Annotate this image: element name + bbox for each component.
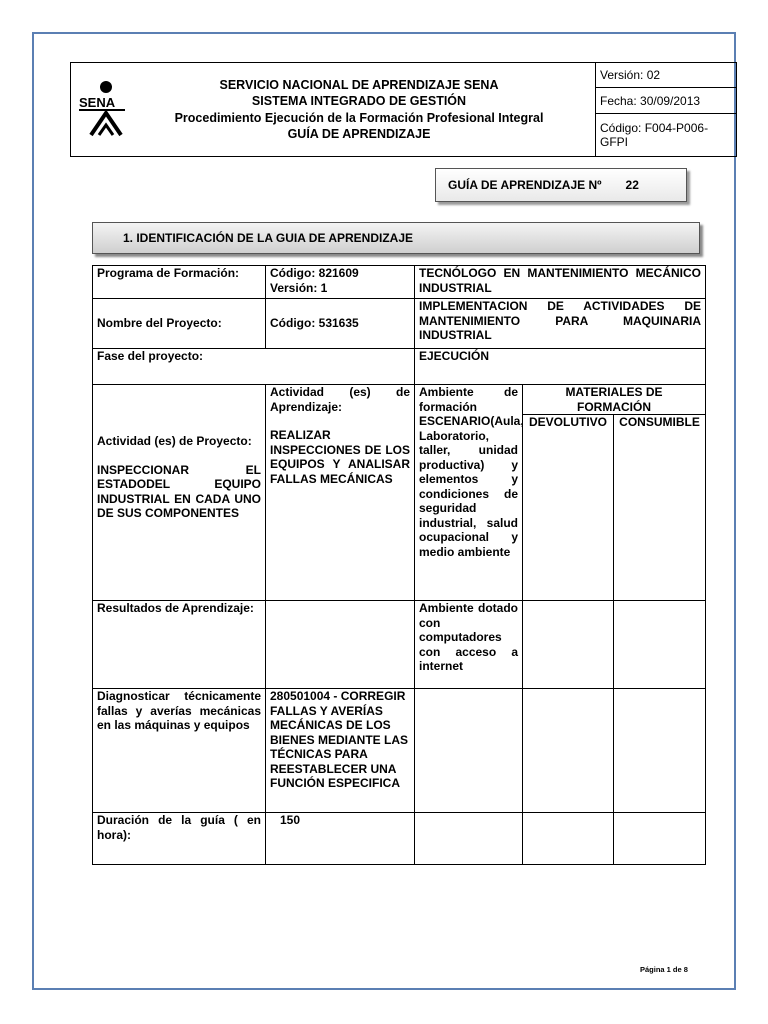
date: Fecha: 30/09/2013 bbox=[596, 88, 737, 114]
svg-text:SENA: SENA bbox=[79, 95, 116, 110]
sena-logo-icon bbox=[77, 73, 135, 139]
devolutivo-header: DEVOLUTIVO bbox=[523, 415, 614, 601]
project-label: Nombre del Proyecto: bbox=[93, 299, 266, 349]
table-row bbox=[93, 689, 706, 813]
version: Versión: 02 bbox=[596, 63, 737, 88]
program-label: Programa de Formación: bbox=[93, 266, 266, 299]
program-code: Código: 821609 bbox=[270, 266, 359, 280]
table-row bbox=[93, 813, 706, 865]
learning-activity-value: REALIZAR INSPECCIONES DE LOS EQUIPOS Y ANALISAR FALLAS MECÁNICAS bbox=[270, 428, 410, 486]
program-name: TECNÓLOGO EN MANTENIMIENTO MECÁNICO INDUSTRIAL bbox=[415, 266, 706, 299]
duration-label: Duración de la guía ( en hora): bbox=[93, 813, 266, 865]
table-row bbox=[93, 349, 706, 385]
table-row bbox=[93, 299, 706, 349]
project-name: IMPLEMENTACION DE ACTIVIDADES DE MANTENIMIENTO PARA MAQUINARIA INDUSTRIAL bbox=[415, 299, 706, 349]
identification-table bbox=[92, 265, 706, 865]
environment-value: Ambiente dotado con computadores con acceso a internet bbox=[415, 601, 523, 689]
results-label: Resultados de Aprendizaje: bbox=[93, 601, 266, 689]
consumible-header: CONSUMIBLE bbox=[614, 415, 706, 601]
competence-label: Diagnosticar técnicamente fallas y averías mecánicas en las máquinas y equipos bbox=[93, 689, 266, 813]
procedure-name: Procedimiento Ejecución de la Formación Profesional Integral bbox=[174, 110, 544, 125]
section-heading: 1. IDENTIFICACIÓN DE LA GUIA DE APRENDIZAJE bbox=[92, 222, 700, 254]
document-header bbox=[70, 62, 737, 157]
system-name: SISTEMA INTEGRADO DE GESTIÓN bbox=[251, 94, 467, 108]
table-row bbox=[93, 601, 706, 689]
table-row bbox=[93, 266, 706, 299]
materials-label: MATERIALES DE FORMACIÓN bbox=[523, 385, 706, 415]
guide-number-label: GUÍA DE APRENDIZAJE Nº bbox=[448, 178, 602, 192]
page-number: Página 1 de 8 bbox=[640, 965, 688, 974]
header-title-cell bbox=[71, 63, 596, 157]
program-version: Versión: 1 bbox=[270, 280, 328, 295]
guide-number-box bbox=[435, 168, 687, 202]
guide-number: 22 bbox=[625, 178, 639, 192]
doc-type: GUÍA DE APRENDIZAJE bbox=[287, 127, 431, 141]
project-activity-label: Actividad (es) de Proyecto: bbox=[97, 434, 252, 449]
org-name: SERVICIO NACIONAL DE APRENDIZAJE SENA bbox=[219, 77, 499, 92]
learning-activity-label: Actividad (es) de Aprendizaje: bbox=[270, 385, 410, 414]
project-code: Código: 531635 bbox=[266, 299, 415, 349]
duration-value: 150 bbox=[266, 813, 415, 865]
phase-label: Fase del proyecto: bbox=[93, 349, 415, 385]
phase-value: EJECUCIÓN bbox=[415, 349, 706, 385]
project-activity-value: INSPECCIONAR EL ESTADODEL EQUIPO INDUSTRIAL EN CADA UNO DE SUS COMPONENTES bbox=[97, 462, 261, 521]
table-row bbox=[93, 385, 706, 415]
competence-value: 280501004 - CORREGIR FALLAS Y AVERÍAS MECÁNICAS DE LOS BIENES MEDIANTE LAS TÉCNICAS PARA REESTABLECER UNA FUNCIÓN ESPECIFICA bbox=[266, 689, 415, 813]
environment-label: Ambiente de formación ESCENARIO(Aula, Laboratorio, taller, unidad productiva) y elementos y condiciones de seguridad industrial, salud ocupacional y medio ambiente bbox=[415, 385, 523, 601]
doc-code: Código: F004-P006-GFPI bbox=[596, 114, 737, 157]
